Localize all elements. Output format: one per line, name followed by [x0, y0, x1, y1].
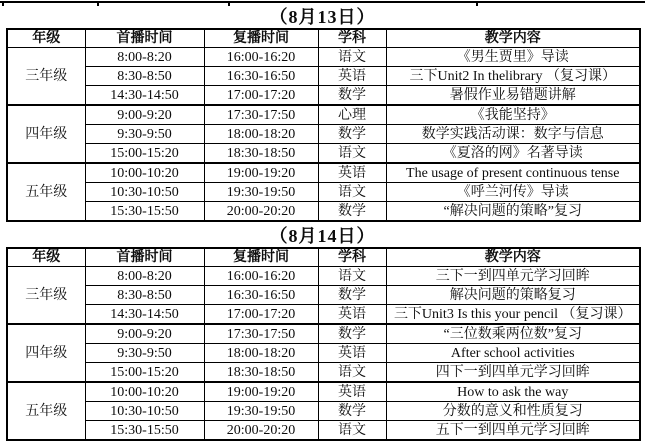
schedule-row	[7, 105, 640, 125]
rerun-time-cell: 19:30-19:50	[204, 402, 318, 421]
header-cell: 年级	[7, 29, 85, 48]
content-cell: 解决问题的策略复习	[386, 286, 640, 305]
rerun-time-cell: 17:30-17:50	[204, 324, 318, 344]
grade-cell: 三年级	[7, 48, 85, 106]
rerun-time-cell: 19:00-19:20	[204, 163, 318, 183]
subject-cell: 语文	[318, 267, 386, 286]
subject-cell: 数学	[318, 324, 386, 344]
rerun-time-cell: 17:00-17:20	[204, 86, 318, 106]
subject-cell: 数学	[318, 286, 386, 305]
subject-cell: 语文	[318, 183, 386, 202]
subject-cell: 数学	[318, 86, 386, 106]
schedule-row	[7, 163, 640, 183]
first-air-time-cell: 9:30-9:50	[85, 344, 204, 363]
rerun-time-cell: 17:30-17:50	[204, 105, 318, 125]
header-cell: 教学内容	[386, 248, 640, 267]
header-row	[7, 29, 640, 48]
first-air-time-cell: 8:30-8:50	[85, 286, 204, 305]
grade-cell: 四年级	[7, 105, 85, 163]
content-cell: “三位数乘两位数”复习	[386, 324, 640, 344]
rerun-time-cell: 16:30-16:50	[204, 286, 318, 305]
grade-cell: 四年级	[7, 324, 85, 382]
schedule-row	[7, 48, 640, 67]
schedule-row	[7, 144, 640, 164]
first-air-time-cell: 8:00-8:20	[85, 267, 204, 286]
subject-cell: 心理	[318, 105, 386, 125]
rerun-time-cell: 18:00-18:20	[204, 344, 318, 363]
first-air-time-cell: 8:30-8:50	[85, 67, 204, 86]
subject-cell: 英语	[318, 305, 386, 325]
content-cell: “解决问题的策略”复习	[386, 202, 640, 222]
schedule-row	[7, 305, 640, 325]
schedule-row	[7, 183, 640, 202]
rerun-time-cell: 20:00-20:20	[204, 421, 318, 441]
first-air-time-cell: 14:30-14:50	[85, 305, 204, 325]
first-air-time-cell: 9:00-9:20	[85, 324, 204, 344]
first-air-time-cell: 9:30-9:50	[85, 125, 204, 144]
header-row	[7, 248, 640, 267]
header-cell: 复播时间	[204, 29, 318, 48]
content-cell: 《夏洛的网》名著导读	[386, 144, 640, 164]
content-cell: How to ask the way	[386, 382, 640, 402]
first-air-time-cell: 10:00-10:20	[85, 382, 204, 402]
rerun-time-cell: 20:00-20:20	[204, 202, 318, 222]
schedule-date-title-aug13: （8月13日）	[269, 7, 376, 27]
header-cell: 首播时间	[85, 29, 204, 48]
schedule-row	[7, 421, 640, 441]
schedule-row	[7, 324, 640, 344]
content-cell: 暑假作业易错题讲解	[386, 86, 640, 106]
schedule-row	[7, 382, 640, 402]
subject-cell: 英语	[318, 163, 386, 183]
content-cell: The usage of present continuous tense	[386, 163, 640, 183]
header-cell: 教学内容	[386, 29, 640, 48]
subject-cell: 英语	[318, 344, 386, 363]
rerun-time-cell: 16:00-16:20	[204, 48, 318, 67]
schedule-row	[7, 344, 640, 363]
cropped-table-gridline	[2, 3, 4, 6]
subject-cell: 英语	[318, 67, 386, 86]
first-air-time-cell: 10:00-10:20	[85, 163, 204, 183]
schedule-row	[7, 125, 640, 144]
content-cell: 分数的意义和性质复习	[386, 402, 640, 421]
subject-cell: 语文	[318, 363, 386, 383]
content-cell: After school activities	[386, 344, 640, 363]
schedule-table-aug14	[6, 247, 641, 441]
first-air-time-cell: 14:30-14:50	[85, 86, 204, 106]
content-cell: 《我能坚持》	[386, 105, 640, 125]
rerun-time-cell: 17:00-17:20	[204, 305, 318, 325]
schedule-row	[7, 402, 640, 421]
content-cell: 数学实践活动课：数字与信息	[386, 125, 640, 144]
first-air-time-cell: 15:00-15:20	[85, 363, 204, 383]
rerun-time-cell: 18:30-18:50	[204, 144, 318, 164]
first-air-time-cell: 9:00-9:20	[85, 105, 204, 125]
first-air-time-cell: 15:30-15:50	[85, 202, 204, 222]
first-air-time-cell: 10:30-10:50	[85, 402, 204, 421]
subject-cell: 数学	[318, 202, 386, 222]
schedule-row	[7, 86, 640, 106]
grade-cell: 五年级	[7, 382, 85, 440]
rerun-time-cell: 16:00-16:20	[204, 267, 318, 286]
header-cell: 年级	[7, 248, 85, 267]
schedule-row	[7, 267, 640, 286]
subject-cell: 数学	[318, 125, 386, 144]
first-air-time-cell: 8:00-8:20	[85, 48, 204, 67]
content-cell: 《呼兰河传》导读	[386, 183, 640, 202]
first-air-time-cell: 15:00-15:20	[85, 144, 204, 164]
schedule-sheet	[6, 0, 639, 441]
grade-cell: 五年级	[7, 163, 85, 221]
schedule-date-title-aug14: （8月14日）	[269, 226, 376, 246]
subject-cell: 语文	[318, 144, 386, 164]
first-air-time-cell: 10:30-10:50	[85, 183, 204, 202]
content-cell: 三下一到四单元学习回眸	[386, 267, 640, 286]
content-cell: 五下一到四单元学习回眸	[386, 421, 640, 441]
rerun-time-cell: 18:00-18:20	[204, 125, 318, 144]
rerun-time-cell: 19:00-19:20	[204, 382, 318, 402]
schedule-row	[7, 286, 640, 305]
schedule-row	[7, 363, 640, 383]
subject-cell: 语文	[318, 48, 386, 67]
subject-cell: 语文	[318, 421, 386, 441]
schedule-row	[7, 202, 640, 222]
rerun-time-cell: 16:30-16:50	[204, 67, 318, 86]
header-cell: 学科	[318, 248, 386, 267]
content-cell: 三下Unit2 In thelibrary （复习课）	[386, 67, 640, 86]
schedule-table-aug13	[6, 28, 641, 222]
subject-cell: 英语	[318, 382, 386, 402]
first-air-time-cell: 15:30-15:50	[85, 421, 204, 441]
rerun-time-cell: 18:30-18:50	[204, 363, 318, 383]
rerun-time-cell: 19:30-19:50	[204, 183, 318, 202]
content-cell: 《男生贾里》导读	[386, 48, 640, 67]
schedule-row	[7, 67, 640, 86]
content-cell: 三下Unit3 Is this your pencil （复习课）	[386, 305, 640, 325]
header-cell: 首播时间	[85, 248, 204, 267]
subject-cell: 数学	[318, 402, 386, 421]
content-cell: 四下一到四单元学习回眸	[386, 363, 640, 383]
header-cell: 复播时间	[204, 248, 318, 267]
grade-cell: 三年级	[7, 267, 85, 325]
header-cell: 学科	[318, 29, 386, 48]
